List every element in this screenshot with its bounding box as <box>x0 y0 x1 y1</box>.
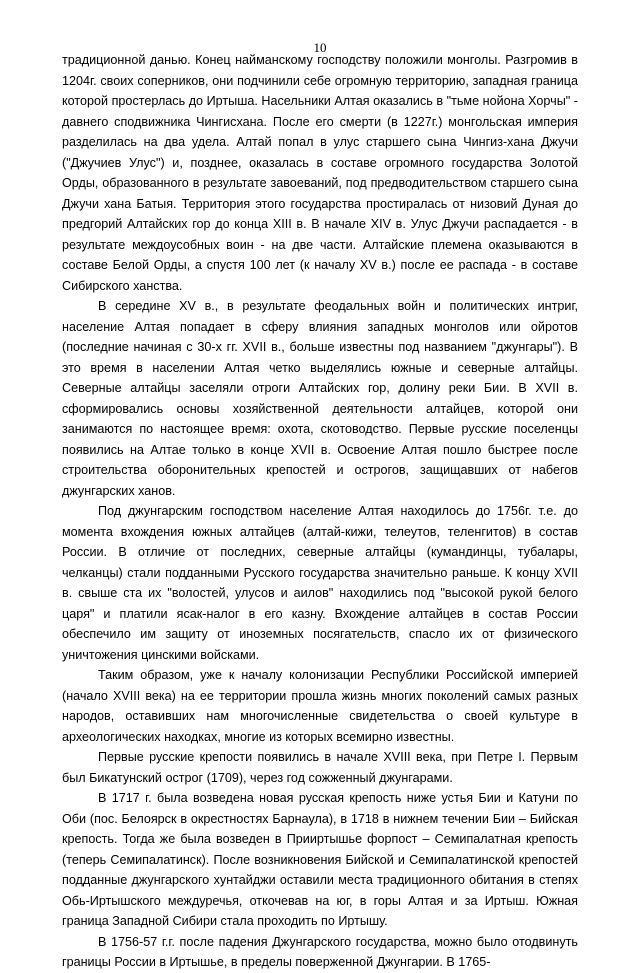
document-body <box>62 50 578 973</box>
paragraph: Под джунгарским господством население Алтая находилось до 1756г. т.е. до момента вхождения южных алтайцев (алтай-кижи, телеутов, теленгитов) в состав России. В отличие от последних, северные алтайцы (кумандинцы, тубалары, челканцы) стали подданными Русского государства значительно раньше. К концу XVII в. свыше ста их "волостей, улусов и аилов" находились под "высокой рукой белого царя" и платили ясак-налог в его казну. Вхождение алтайцев в состав России обеспечило им защиту от иноземных посягательств, спасло их от физического уничтожения цинскими войсками. <box>62 504 578 662</box>
paragraph: Первые русские крепости появились в начале XVIII века, при Петре I. Первым был Бикатунский острог (1709), через год сожженный джунгарами. <box>62 750 578 785</box>
paragraph: В 1717 г. была возведена новая русская крепость ниже устья Бии и Катуни по Оби (пос. Белоярск в окрестностях Барнаула), в 1718 в нижнем течении Бии – Бийская крепость. Тогда же была возведен в Прииртышье форпост – Семипалатная крепость (теперь Семипалатинск). После возникновения Бийской и Семипалатинской крепостей подданные джунгарского хунтайджи оставили места традиционного обитания в степях Обь-Иртышского междуречья, откочевав на юг, в горы Алтая и за Иртыш. Южная граница Западной Сибири стала проходить по Иртышу. <box>62 791 578 928</box>
paragraph: традиционной данью. Конец найманскому господству положили монголы. Разгромив в 1204г. своих соперников, они подчинили себе огромную территорию, западная граница которой простерлась до Иртыша. Насельники Алтая оказались в "тьме нойона Хорчы" - давнего сподвижника Чингисхана. После его смерти (в 1227г.) монгольская империя разделилась на два удела. Алтай попал в улус старшего сына Чингиз-хана Джучи ("Джучиев Улус") и, позднее, оказалась в составе огромного государства Золотой Орды, образованного в результате завоеваний, под предводительством старшего сына Джучи хана Батыя. Территория этого государства простиралась от низовий Дуная до предгорий Алтайских гор до конца XIII в. В начале XIV в. Улус Джучи распадается - в результате междоусобных воин - на две части. Алтайские племена оказываются в составе Белой Орды, а спустя 100 лет (к началу XV в.) после ее распада - в составе Сибирского ханства. <box>62 53 578 293</box>
page-number: 10 <box>313 40 327 55</box>
paragraph: В середине XV в., в результате феодальных войн и политических интриг, население Алтая попадает в сферу влияния западных монголов или ойротов (последние начиная с 30-х гг. XVII в., больше известны под названием "джунгары"). В это время в населении Алтая четко выделялись южные и северные алтайцы. Северные алтайцы заселяли отроги Алтайских гор, долину реки Бии. В XVII в. сформировались основы хозяйственной деятельности алтайцев, которой они занимаются по настоящее время: охота, скотоводство. Первые русские поселенцы появились на Алтае только в конце XVII в. Освоение Алтая пошло быстрее после строительства оборонительных крепостей и острогов, защищавших от набегов джунгарских ханов. <box>62 299 578 498</box>
paragraph: Таким образом, уже к началу колонизации Республики Российской империей (начало XVIII века) на ее территории прошла жизнь многих поколений самых разных народов, оставивших нам многочисленные свидетельства о своей культуре в археологических находках, многие из которых всемирно известны. <box>62 668 578 744</box>
paragraph: В 1756-57 г.г. после падения Джунгарского государства, можно было отодвинуть границы России в Иртышье, в пределы поверженной Джунгарии. В 1765- <box>62 934 578 969</box>
